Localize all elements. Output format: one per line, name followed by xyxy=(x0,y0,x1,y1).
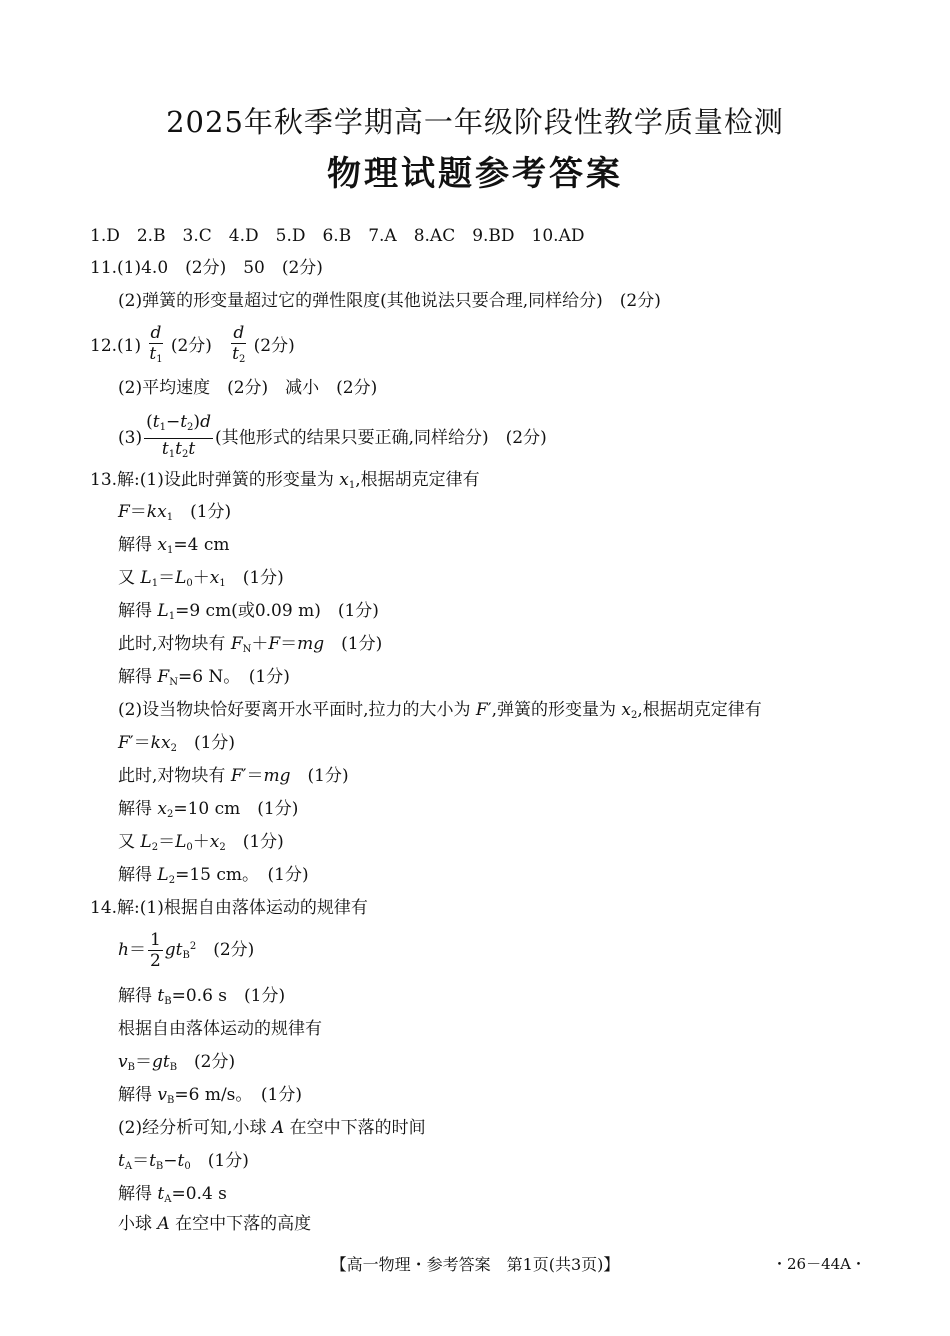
q14-line-8: $t_A=t_B-t_0$ (1分) xyxy=(118,1151,249,1172)
fraction-d-over-t1: $\frac{d}{t_1}$ xyxy=(149,323,163,365)
q12-line-2: (2)平均速度 (2分) 减小 (2分) xyxy=(118,378,378,398)
q14-line-3: 解得 $t_B=0.6$ s (1分) xyxy=(118,986,286,1007)
q12-line-3: (3) $\frac{(t_1-t_2)d}{t_1t_2t}$ (其他形式的结果只要正确,同样给分) (2分) xyxy=(118,412,547,465)
fraction-one-half: $\frac{1}{2}$ xyxy=(149,930,161,971)
q14-line-2: h＝ $\frac{1}{2}$ $gt_B^2$ (2分) xyxy=(118,930,255,971)
q13-line-2: $F=kx_1$ (1分) xyxy=(118,502,232,523)
document-subtitle: 物理试题参考答案 xyxy=(327,154,623,194)
q13-line-8: (2)设当物块恰好要离开水平面时,拉力的大小为 F′,弹簧的形变量为 $x_2$,根据胡克定律有 xyxy=(118,700,762,721)
q13-intro: 13.解:(1)设此时弹簧的形变量为 $x_1$,根据胡克定律有 xyxy=(90,470,480,491)
q14-line-6: 解得 $v_B=6$ m/s。 (1分) xyxy=(118,1085,302,1106)
fraction-q12-3: $\frac{(t_1-t_2)d}{t_1t_2t}$ xyxy=(146,412,211,460)
page-code: ・26－44A・ xyxy=(772,1255,867,1273)
q12-line-1: 12.(1) $\frac{d}{t_1}$ (2分) $\frac{d}{t_2}$ (2分) xyxy=(90,323,295,370)
multiple-choice-answers: 1.D 2.B 3.C 4.D 5.D 6.B 7.A 8.AC 9.BD 10.AD xyxy=(90,226,585,246)
page-footer: 【高一物理・参考答案 第1页(共3页)】 xyxy=(330,1255,620,1274)
q13-line-13: 解得 $L_2=15$ cm。 (1分) xyxy=(118,865,309,886)
q13-line-11: 解得 $x_2=10$ cm (1分) xyxy=(118,799,299,820)
q11-line-1: 11.(1)4.0 (2分) 50 (2分) xyxy=(90,258,323,278)
q13-line-5: 解得 $L_1=9$ cm(或0.09 m) (1分) xyxy=(118,601,379,622)
q11-line-2: (2)弹簧的形变量超过它的弹性限度(其他说法只要合理,同样给分) (2分) xyxy=(118,291,661,311)
q13-line-6: 此时,对物块有 $F_N+F=mg$ (1分) xyxy=(118,634,383,655)
q14-line-4: 根据自由落体运动的规律有 xyxy=(118,1019,322,1039)
q13-line-7: 解得 $F_N=6$ N。 (1分) xyxy=(118,667,290,688)
q13-line-9: $F'=kx_2$ (1分) xyxy=(118,733,236,754)
document-title: 2025年秋季学期高一年级阶段性教学质量检测 xyxy=(166,105,784,139)
q13-line-4: 又 $L_1=L_0+x_1$ (1分) xyxy=(118,568,284,589)
q13-line-12: 又 $L_2=L_0+x_2$ (1分) xyxy=(118,832,284,853)
q14-intro: 14.解:(1)根据自由落体运动的规律有 xyxy=(90,898,368,918)
q14-line-10: 小球 A 在空中下落的高度 xyxy=(118,1214,312,1234)
q14-line-7: (2)经分析可知,小球 A 在空中下落的时间 xyxy=(118,1118,426,1138)
q14-line-9: 解得 $t_A=0.4$ s xyxy=(118,1184,227,1205)
q14-line-5: $v_B=gt_B$ (2分) xyxy=(118,1052,236,1073)
q13-line-3: 解得 $x_1=4$ cm xyxy=(118,535,230,556)
q13-line-10: 此时,对物块有 F′＝mg (1分) xyxy=(118,766,349,786)
fraction-d-over-t2: $\frac{d}{t_2}$ xyxy=(232,323,246,365)
